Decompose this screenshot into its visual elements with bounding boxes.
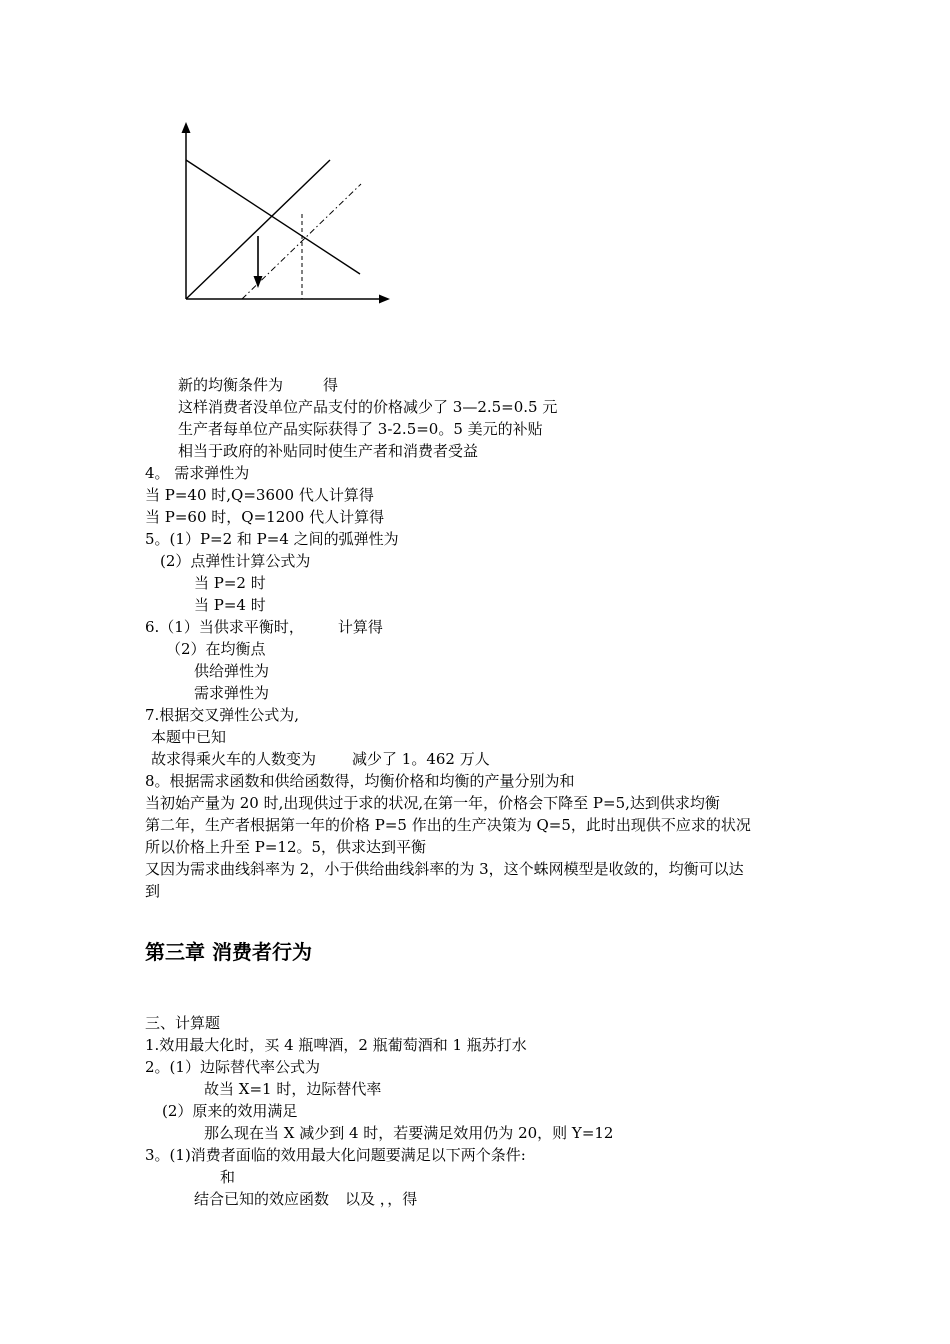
text-line: 第二年，生产者根据第一年的价格 P=5 作出的生产决策为 Q=5，此时出现供不应求的状况 bbox=[145, 816, 751, 834]
text-line: 当 P=40 时,Q=3600 代人计算得 bbox=[145, 486, 374, 504]
text-line: 6.（1）当供求平衡时， 计算得 bbox=[145, 618, 383, 636]
text-line: （2）在均衡点 bbox=[166, 640, 266, 658]
text-line: 需求弹性为 bbox=[194, 684, 270, 702]
text-line: 那么现在当 X 减少到 4 时，若要满足效用仍为 20，则 Y=12 bbox=[204, 1124, 614, 1142]
demand-curve bbox=[186, 160, 360, 274]
text-line: 本题中已知 bbox=[151, 728, 227, 746]
text-line: 8。根据需求函数和供给函数得，均衡价格和均衡的产量分别为和 bbox=[145, 772, 575, 790]
text-line: 故求得乘火车的人数变为 减少了 1。462 万人 bbox=[151, 750, 490, 768]
text-line: 7.根据交叉弹性公式为, bbox=[145, 706, 300, 724]
text-line: 3。(1)消费者面临的效用最大化问题要满足以下两个条件: bbox=[145, 1146, 526, 1164]
text-line: 当 P=4 时 bbox=[194, 596, 266, 614]
text-line: 4。 需求弹性为 bbox=[145, 464, 250, 482]
text-line: 结合已知的效应函数 以及 ，，得 bbox=[194, 1190, 418, 1208]
text-line: 当初始产量为 20 时,出现供过于求的状况,在第一年，价格会下降至 P=5,达到供求均衡 bbox=[145, 794, 720, 812]
text-line: 供给弹性为 bbox=[194, 662, 270, 680]
text-line: (2）原来的效用满足 bbox=[162, 1102, 298, 1120]
supply-demand-diagram bbox=[170, 118, 400, 310]
text-line: 生产者每单位产品实际获得了 3-2.5=0。5 美元的补贴 bbox=[178, 420, 543, 438]
text-line: 又因为需求曲线斜率为 2，小于供给曲线斜率的为 3，这个蛛网模型是收敛的，均衡可以达 bbox=[145, 860, 744, 878]
x-axis bbox=[186, 295, 390, 304]
text-line: 1.效用最大化时，买 4 瓶啤酒，2 瓶葡萄酒和 1 瓶苏打水 bbox=[145, 1036, 527, 1054]
text-line: 到 bbox=[145, 882, 161, 900]
section-heading: 三、计算题 bbox=[145, 1014, 221, 1032]
text-line: 相当于政府的补贴同时使生产者和消费者受益 bbox=[178, 442, 479, 460]
text-line: 这样消费者没单位产品支付的价格减少了 3—2.5=0.5 元 bbox=[178, 398, 558, 416]
text-line: (2）点弹性计算公式为 bbox=[160, 552, 311, 570]
text-line: 2。(1）边际替代率公式为 bbox=[145, 1058, 320, 1076]
text-line: 当 P=60 时，Q=1200 代人计算得 bbox=[145, 508, 385, 526]
chapter-heading: 第三章 消费者行为 bbox=[145, 940, 312, 964]
y-axis bbox=[182, 122, 191, 299]
text-line: 新的均衡条件为 得 bbox=[178, 376, 339, 394]
text-line: 故当 X=1 时，边际替代率 bbox=[204, 1080, 382, 1098]
shift-down-arrow bbox=[254, 236, 263, 288]
text-line: 所以价格上升至 P=12。5，供求达到平衡 bbox=[145, 838, 427, 856]
text-line: 当 P=2 时 bbox=[194, 574, 266, 592]
text-line: 和 bbox=[220, 1168, 236, 1186]
text-line: 5。(1）P=2 和 P=4 之间的弧弹性为 bbox=[145, 530, 399, 548]
